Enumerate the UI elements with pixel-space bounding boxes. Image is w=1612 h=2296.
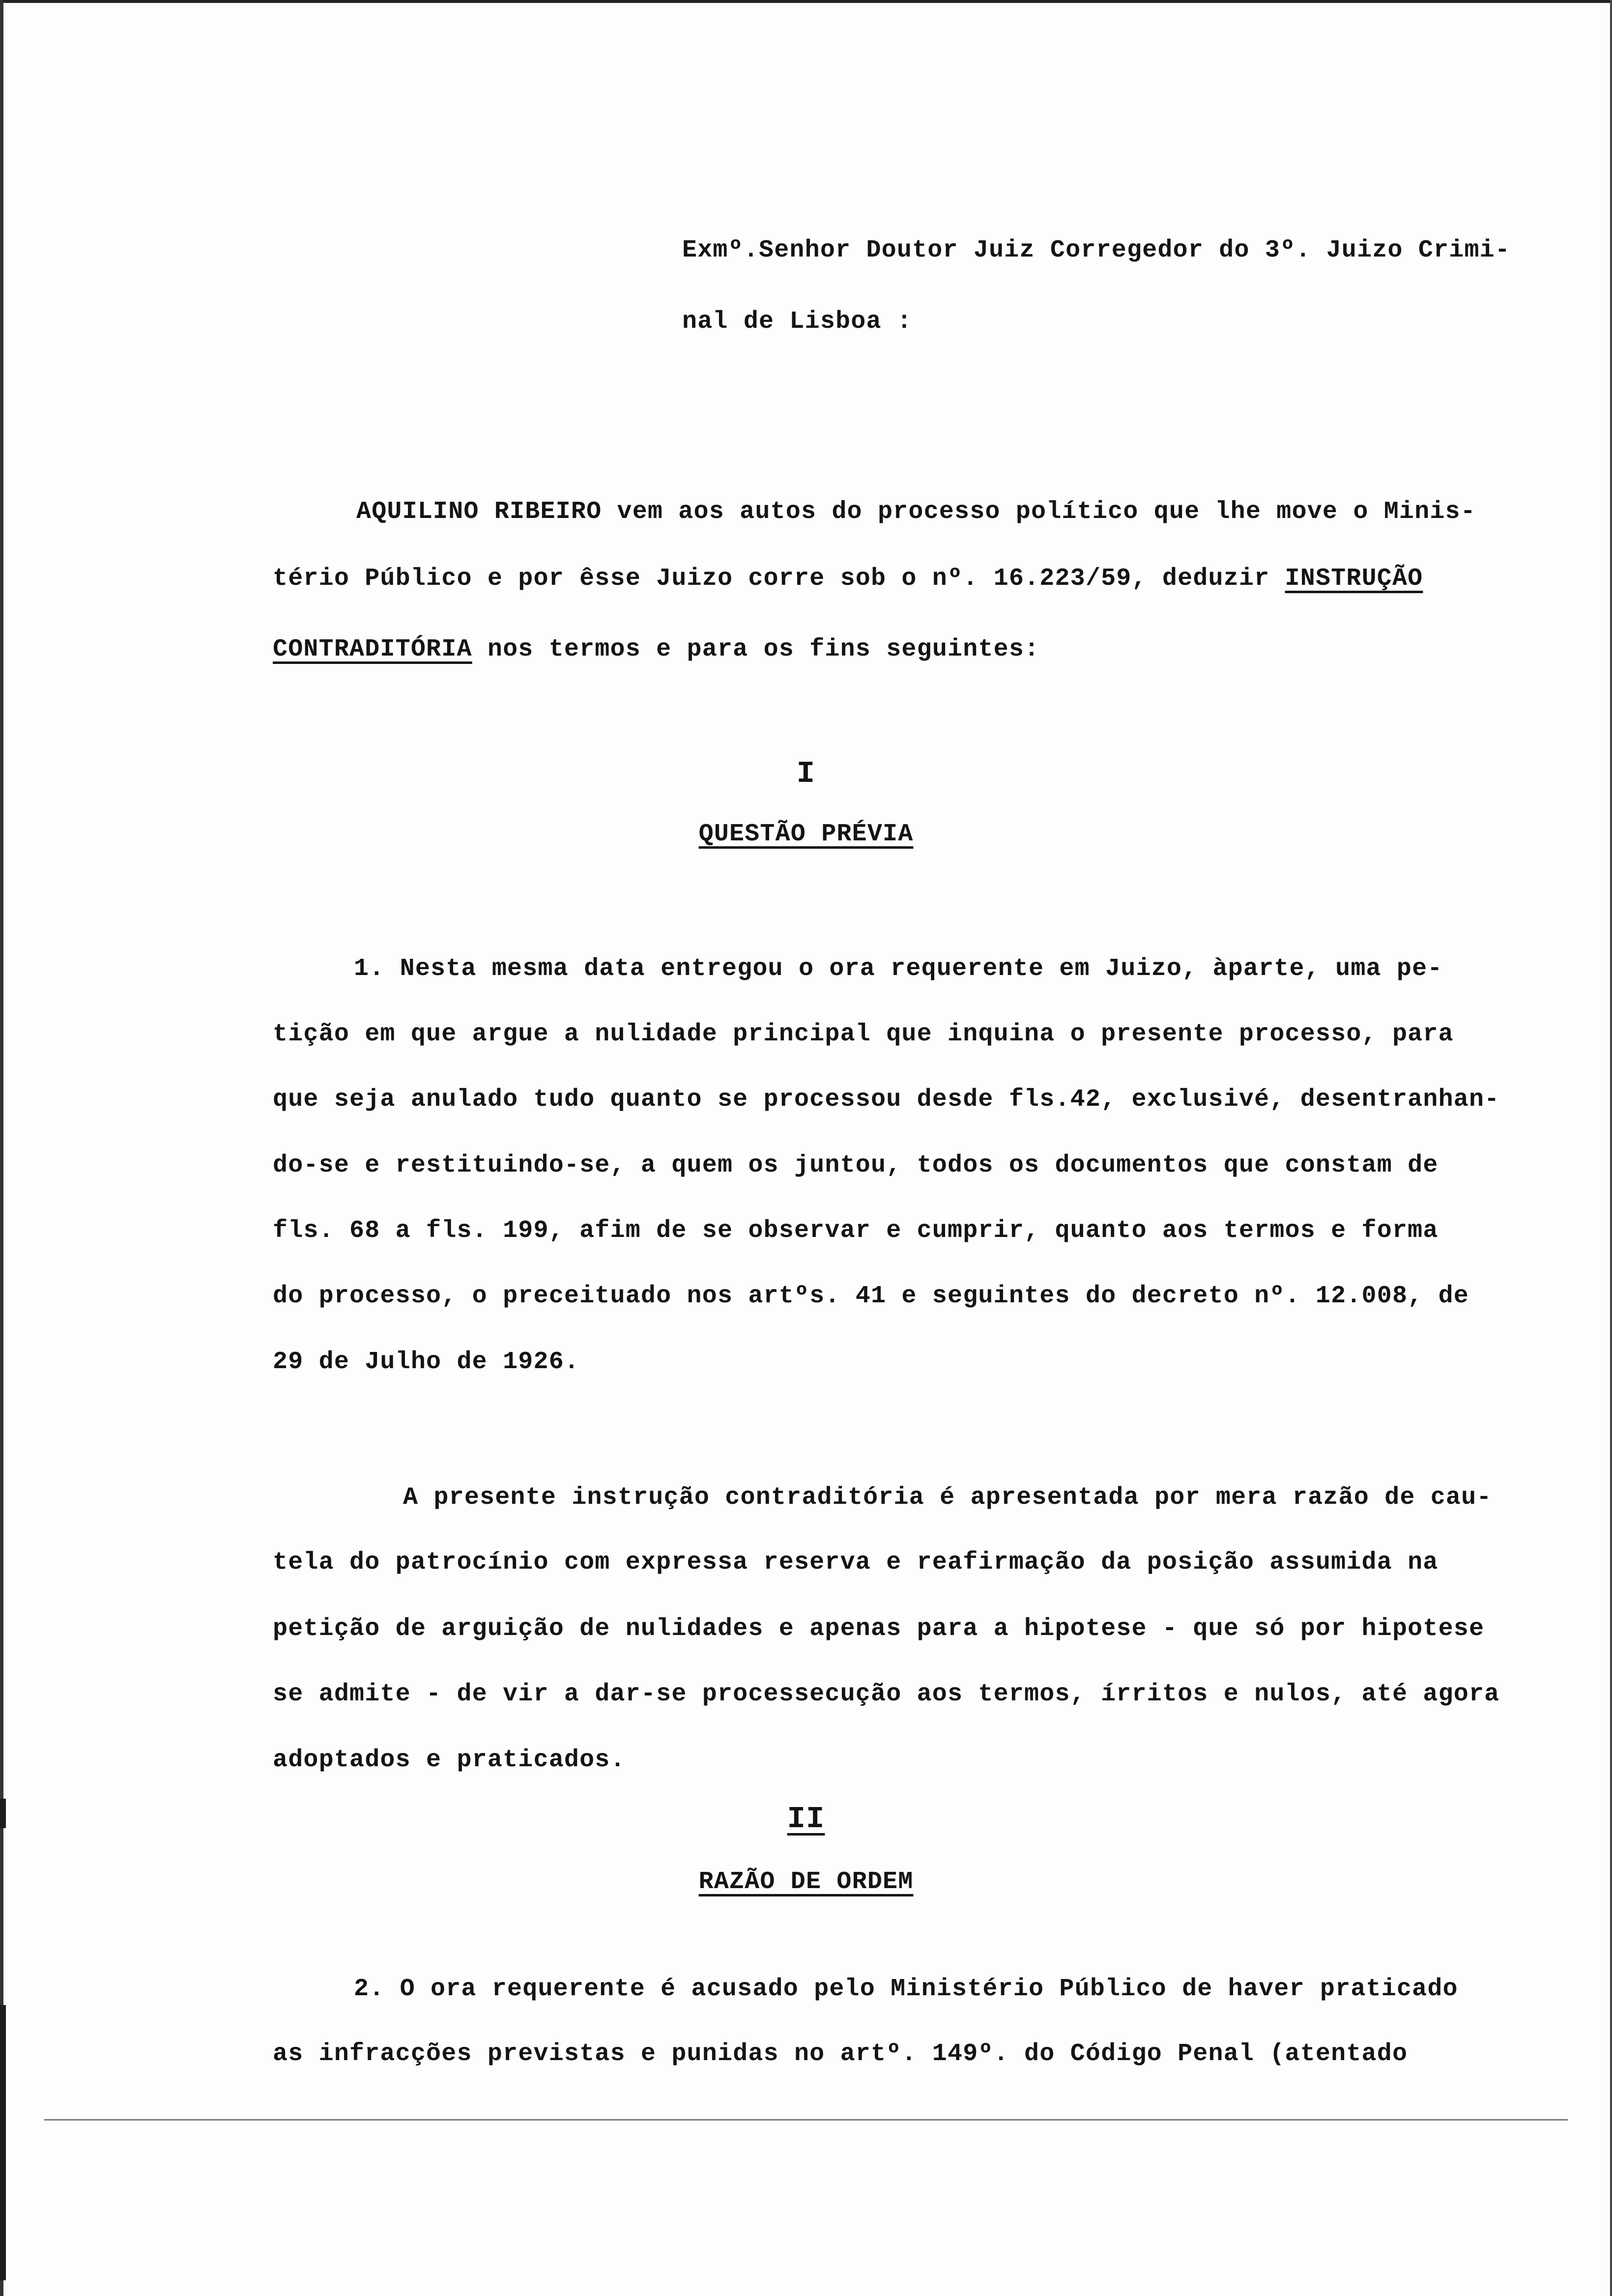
paragraph-line: do-se e restituindo-se, a quem os juntou, todos os documentos que constam de [273, 1151, 1439, 1179]
paragraph-line: adoptados e praticados. [273, 1746, 626, 1774]
paragraph-line: se admite - de vir a dar-se processecução aos termos, írritos e nulos, até agora [273, 1680, 1500, 1708]
paragraph-line: fls. 68 a fls. 199, afim de se observar e cumprir, quanto aos termos e forma [273, 1217, 1439, 1245]
paragraph-line: tela do patrocínio com expressa reserva e reafirmação da posição assumida na [273, 1549, 1439, 1577]
paragraph-line: 1. Nesta mesma data entregou o ora requerente em Juizo, àparte, uma pe- [354, 955, 1443, 983]
paragraph-line: tição em que argue a nulidade principal que inquina o presente processo, para [273, 1020, 1454, 1048]
paragraph-line: 2. O ora requerente é acusado pelo Ministério Público de haver praticado [354, 1975, 1458, 2003]
paragraph-line: as infracções previstas e punidas no artº. 149º. do Código Penal (atentado [273, 2040, 1408, 2068]
scan-edge-mark [0, 2005, 6, 2280]
intro-line-rest: nos termos e para os fins seguintes: [472, 635, 1040, 663]
section-title [0, 820, 1612, 849]
paragraph-line: do processo, o preceituado nos artºs. 41 e seguintes do decreto nº. 12.008, de [273, 1282, 1469, 1310]
section-title [0, 1867, 1612, 1897]
section-numeral: I [796, 756, 816, 791]
paragraph-line: petição de arguição de nulidades e apenas para a hipotese - que só por hipotese [273, 1615, 1485, 1643]
page-divider [44, 2119, 1568, 2121]
section-title-text: RAZÃO DE ORDEM [698, 1868, 914, 1896]
instrucao-underlined: INSTRUÇÃO [1285, 565, 1423, 593]
section-numeral [0, 1802, 1612, 1837]
address-line: Exmº.Senhor Doutor Juiz Corregedor do 3º. Juizo Crimi- [682, 236, 1511, 264]
intro-line [273, 635, 1039, 664]
address-line: nal de Lisboa : [682, 308, 913, 336]
scan-edge-left [0, 0, 3, 2296]
intro-line [273, 564, 1423, 594]
paragraph-line: que seja anulado tudo quanto se processou desde fls.42, exclusivé, desentranhan- [273, 1086, 1500, 1114]
paragraph-line: 29 de Julho de 1926. [273, 1348, 580, 1376]
intro-line: AQUILINO RIBEIRO vem aos autos do processo político que lhe move o Minis- [356, 498, 1476, 526]
contraditoria-underlined: CONTRADITÓRIA [273, 635, 472, 663]
paragraph-line: A presente instrução contraditória é apresentada por mera razão de cau- [403, 1484, 1492, 1512]
scan-edge-top [0, 0, 1612, 3]
scan-edge-right [1610, 0, 1612, 2296]
section-title-text: QUESTÃO PRÉVIA [698, 820, 914, 848]
intro-line-text: tério Público e por êsse Juizo corre sob o nº. 16.223/59, deduzir [273, 565, 1270, 593]
section-numeral-text: II [787, 1802, 825, 1837]
